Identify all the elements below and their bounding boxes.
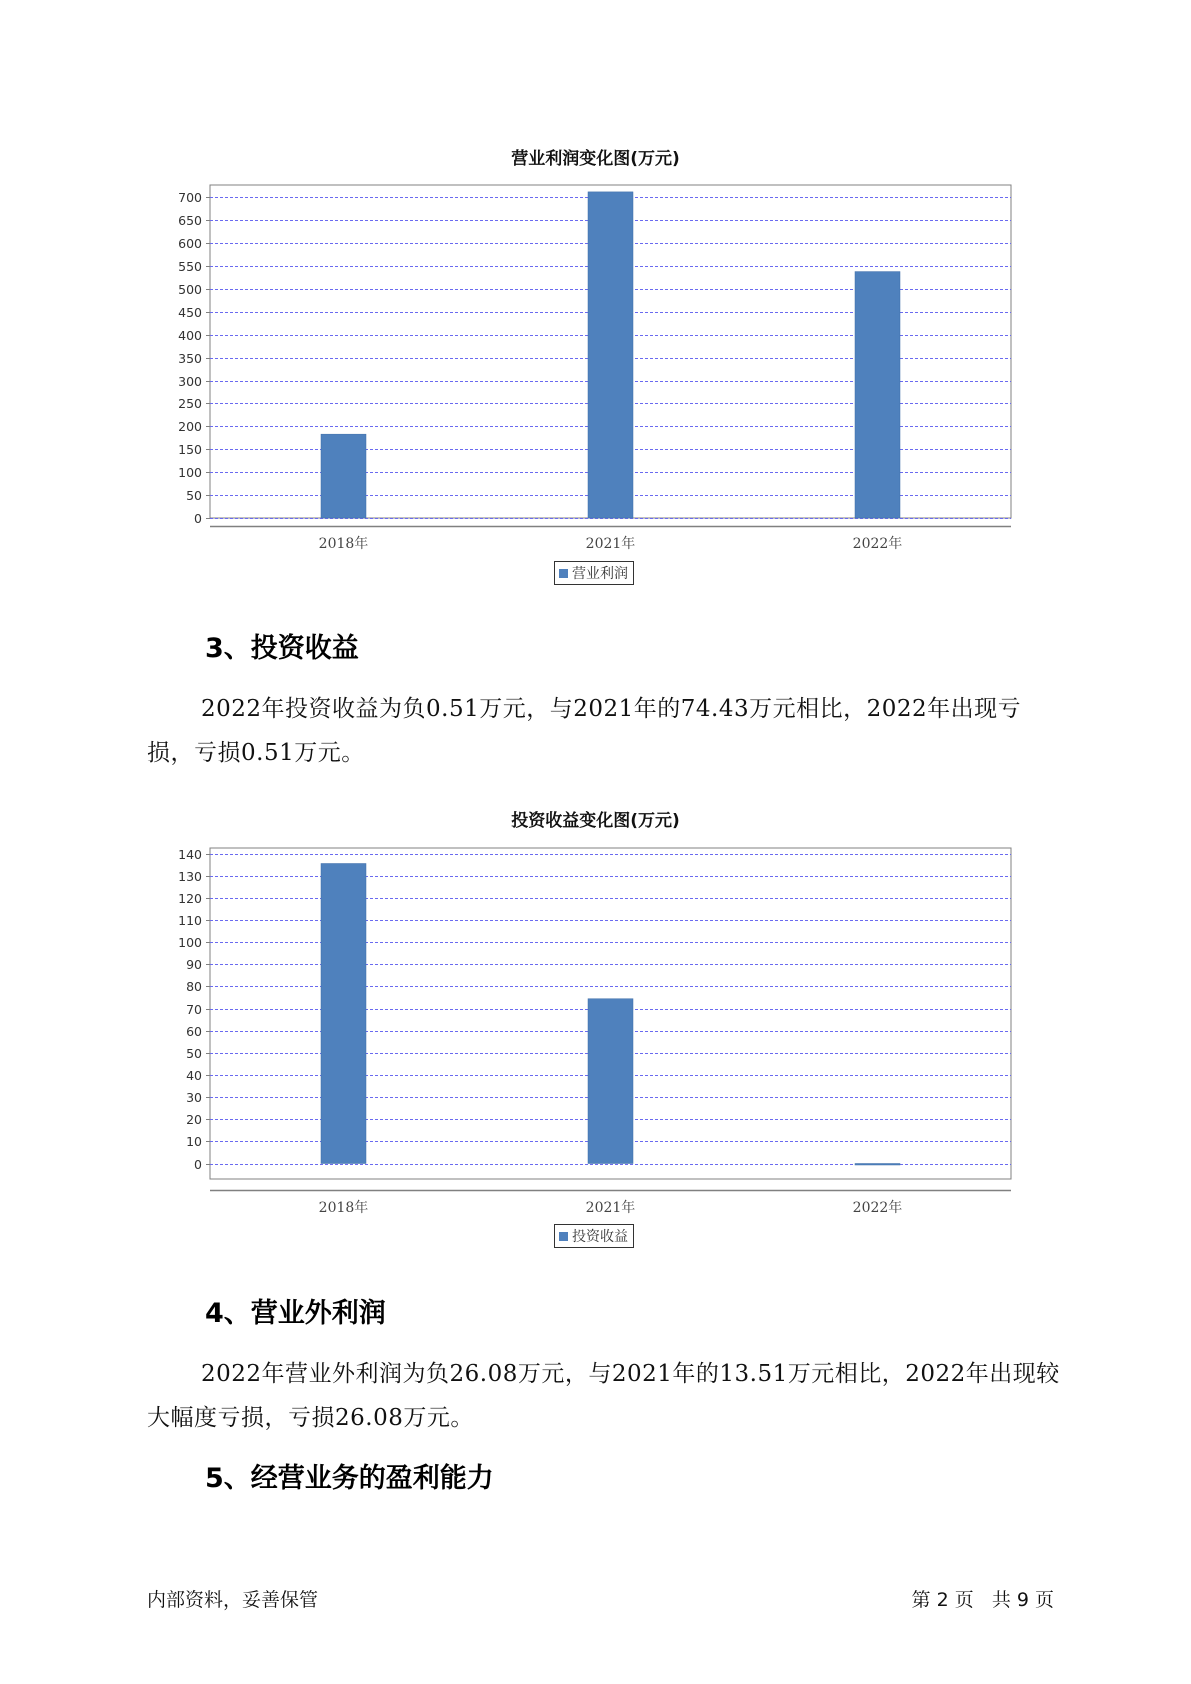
section-heading-business-profitability: 5、经营业务的盈利能力: [205, 1463, 494, 1494]
section-heading-investment-income: 3、投资收益: [205, 633, 359, 664]
y-tick-label: 350: [178, 351, 202, 366]
bar-2022年: [855, 1164, 900, 1166]
y-tick-label: 250: [178, 396, 202, 411]
paragraph-investment-income: 2022年投资收益为负0.51万元，与2021年的74.43万元相比，2022年出现亏损，亏损0.51万元。: [147, 696, 1022, 766]
y-tick-label: 130: [178, 869, 202, 884]
bar-2021年: [588, 192, 633, 518]
section-heading-non-operating-profit: 4、营业外利润: [205, 1298, 386, 1329]
y-tick-label: 650: [178, 213, 202, 228]
operating-profit-bar-chart: [0, 180, 1191, 700]
y-tick-label: 200: [178, 419, 202, 434]
y-tick-label: 140: [178, 847, 202, 862]
y-tick-label: 0: [194, 1157, 202, 1172]
bar-2022年: [855, 272, 900, 518]
investment-income-bar-chart: [0, 840, 1191, 1220]
bar-2018年: [321, 434, 366, 518]
y-tick-label: 80: [186, 979, 202, 994]
y-tick-label: 100: [178, 935, 202, 950]
y-tick-label: 30: [186, 1090, 202, 1105]
bar-2021年: [588, 999, 633, 1164]
y-tick-label: 300: [178, 374, 202, 389]
paragraph-non-operating-profit: 2022年营业外利润为负26.08万元，与2021年的13.51万元相比，2022年出现较大幅度亏损，亏损26.08万元。: [147, 1361, 1060, 1431]
y-tick-label: 110: [178, 913, 202, 928]
y-tick-label: 100: [178, 465, 202, 480]
y-tick-label: 50: [186, 488, 202, 503]
y-tick-label: 50: [186, 1046, 202, 1061]
legend-swatch: [559, 569, 568, 578]
y-tick-label: 150: [178, 442, 202, 457]
y-tick-label: 0: [194, 511, 202, 526]
y-tick-label: 700: [178, 190, 202, 205]
y-tick-label: 550: [178, 259, 202, 274]
chart-title-operating-profit: 营业利润变化图(万元): [511, 149, 680, 169]
x-tick-label: 2018年: [318, 536, 369, 552]
chart-legend-operating-profit: [554, 561, 634, 585]
y-tick-label: 40: [186, 1068, 202, 1083]
x-tick-label: 2018年: [318, 1200, 369, 1216]
y-tick-label: 60: [186, 1024, 202, 1039]
y-tick-label: 10: [186, 1134, 202, 1149]
y-tick-label: 500: [178, 282, 202, 297]
chart-legend-investment-income: [554, 1224, 634, 1248]
footer-confidential-note: 内部资料，妥善保管: [147, 1589, 319, 1611]
legend-label: 投资收益: [572, 1229, 628, 1245]
footer-page-number: 第 2 页 共 9 页: [911, 1589, 1054, 1611]
legend-label: 营业利润: [572, 566, 628, 582]
x-tick-label: 2021年: [585, 536, 636, 552]
y-tick-label: 450: [178, 305, 202, 320]
x-tick-label: 2022年: [852, 536, 903, 552]
y-tick-label: 600: [178, 236, 202, 251]
x-tick-label: 2021年: [585, 1200, 636, 1216]
x-tick-label: 2022年: [852, 1200, 903, 1216]
y-tick-label: 70: [186, 1002, 202, 1017]
bar-2018年: [321, 863, 366, 1163]
chart-title-investment-income: 投资收益变化图(万元): [511, 811, 680, 831]
y-tick-label: 120: [178, 891, 202, 906]
legend-swatch: [559, 1232, 568, 1241]
y-tick-label: 400: [178, 328, 202, 343]
y-tick-label: 90: [186, 957, 202, 972]
y-tick-label: 20: [186, 1112, 202, 1127]
